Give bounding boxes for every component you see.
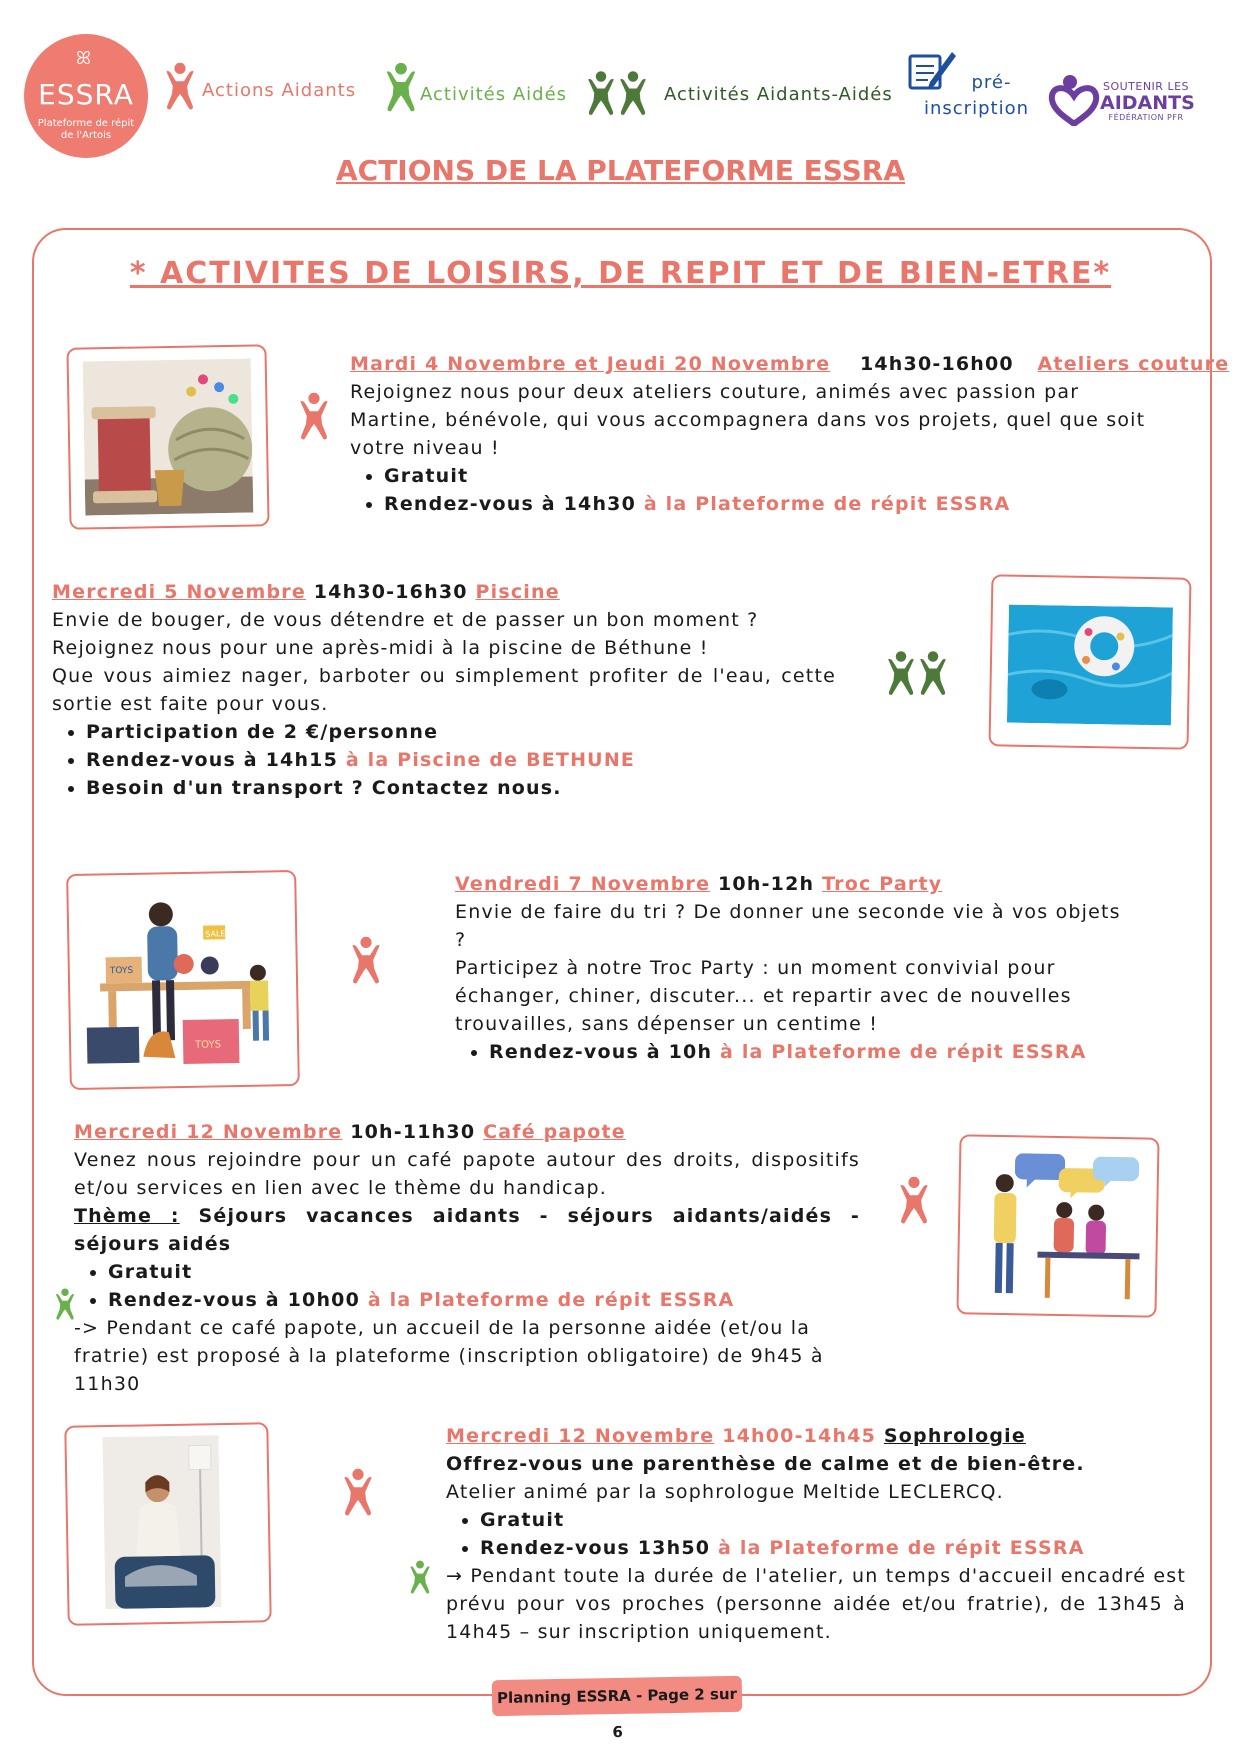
aidant-figure-icon [898,1176,930,1224]
essra-logo [24,34,148,158]
cafe-date-line [74,1118,626,1146]
aide-figure-icon [408,1560,432,1594]
troc-image-frame [66,870,300,1090]
troc-title: Troc Party [822,873,943,895]
cafe-bullet-rdv: • Rendez-vous à 10h00 à la Plateforme de répit ESSRA [108,1286,860,1314]
couture-title: Ateliers couture [1037,353,1230,375]
legend-pre-inscription: pré- inscription [924,72,1029,119]
troc-time: 10h-12h [718,873,815,895]
soutenir-aidants-logo-icon [1048,72,1100,126]
couture-date-line [350,350,1229,378]
aidant-aide-figure-icon [586,70,616,116]
troc-bullet-rdv: • Rendez-vous à 10h à la Plateforme de répit ESSRA [489,1038,1175,1066]
toys-label-2: TOYS [195,1039,222,1051]
sewing-image [83,359,254,516]
sophro-description: Offrez-vous une parenthèse de calme et de bien-être. Atelier animé par la sophrologue Meltide LECLERCQ. [446,1453,1085,1503]
cafe-date: Mercredi 12 Novembre [74,1121,343,1143]
aidant-figure-icon [342,1468,374,1516]
cafe-title: Café papote [483,1121,626,1143]
butterfly-icon: ꕤ [76,48,91,69]
couture-time: 14h30-16h00 [859,353,1014,375]
sophro-bullet-price: • Gratuit [480,1506,1186,1534]
aidant-figure-icon [350,936,382,984]
couture-bullet-rdv: • Rendez-vous à 14h30 à la Plateforme de répit ESSRA [384,490,1170,518]
sophro-bullet-rdv: • Rendez-vous 13h50 à la Plateforme de répit ESSRA [480,1534,1186,1562]
sophro-time: 14h00-14h45 [722,1425,877,1447]
sale-label: SALE [205,929,226,939]
legend-activites-aides: Activités Aidés [420,84,568,105]
aidant-figure-icon [298,392,330,440]
aide-figure-icon [384,62,418,112]
logo-tagline: Plateforme de répit de l'Artois [37,118,135,141]
couture-image-frame [66,344,269,529]
page-title: ACTIONS DE LA PLATEFORME ESSRA [335,154,905,187]
partner-logo-text: SOUTENIR LES AIDANTS FÉDÉRATION PFR [1100,80,1195,122]
aidant-figure-icon [164,62,196,110]
cafe-bullet-price: • Gratuit [108,1258,860,1286]
aidant-aide-figure-icon [886,650,916,696]
pool-image [1007,605,1173,726]
troc-date-line [455,870,942,898]
piscine-bullet-rdv: • Rendez-vous à 14h15 à la Piscine de BETHUNE [86,746,852,774]
troc-party-image [80,884,283,1073]
aide-figure-icon [54,1288,76,1320]
cafe-papote-image [967,1146,1146,1305]
piscine-bullet-price: • Participation de 2 €/personne [86,718,852,746]
legend-actions-aidants: Actions Aidants [202,80,357,101]
sophrology-image [102,1435,221,1609]
sophro-title: Sophrologie [883,1425,1026,1447]
piscine-bullet-transport: • Besoin d'un transport ? Contactez nous. [86,774,852,802]
toys-label-1: TOYS [109,965,134,977]
legend-activites-aidants-aides: Activités Aidants-Aidés [664,84,893,105]
piscine-date-line [52,578,560,606]
troc-date: Vendredi 7 Novembre [455,873,711,895]
cafe-time: 10h-11h30 [350,1121,476,1143]
cafe-image-frame [956,1134,1159,1317]
piscine-image-frame [989,574,1192,749]
piscine-time: 14h30-16h30 [313,581,468,603]
couture-date: Mardi 4 Novembre et Jeudi 20 Novembre [350,353,831,375]
cafe-theme: Thème : Séjours vacances aidants - séjours aidants/aidés - séjours aidés [74,1205,861,1255]
piscine-description: Envie de bouger, de vous détendre et de passer un bon moment ? Rejoignez nous pour une après-midi à la piscine de Béthune ! Que vous aimiez nager, barboter ou simplement profiter de l'eau, cette sortie est faite pour vous. [52,609,836,715]
troc-description: Envie de faire du tri ? De donner une seconde vie à vos objets ? Participez à notre Troc Party : un moment convivial pour échanger, chiner, discuter... et repartir avec de nouvelles trouvailles, sans dépenser un centime ! [455,901,1121,1035]
aidant-aide-figure-icon-2 [918,650,948,696]
cafe-description: Venez nous rejoindre pour un café papote autour des droits, dispositifs et/ou services en lien avec le thème du handicap. [74,1149,860,1199]
cafe-note: -> Pendant ce café papote, un accueil de la personne aidée (et/ou la fratrie) est proposé à la plateforme (inscription obligatoire) de 9h45 à 11h30 [74,1317,824,1395]
page-footer: Planning ESSRA - Page 2 sur 6 [492,1676,743,1716]
section-title: * ACTIVITES DE LOISIRS, DE REPIT ET DE BIEN-ETRE* [129,256,1112,291]
logo-name: ESSRA [38,78,134,111]
couture-description: Rejoignez nous pour deux ateliers couture, animés avec passion par Martine, bénévole, qui vous accompagnera dans vos projets, quel que soit votre niveau ! [350,381,1146,459]
sophro-image-frame [64,1422,271,1626]
sophro-date: Mercredi 12 Novembre [446,1425,715,1447]
piscine-title: Piscine [475,581,560,603]
aidant-aide-figure-icon-2 [618,70,648,116]
sophro-date-line [446,1422,1026,1450]
sophro-note: → Pendant toute la durée de l'atelier, un temps d'accueil encadré est prévu pour vos proches (personne aidée et/ou fratrie), de 13h45 à 14h45 – sur inscription uniquement. [446,1565,1186,1643]
couture-bullet-price: • Gratuit [384,462,1170,490]
piscine-date: Mercredi 5 Novembre [52,581,306,603]
